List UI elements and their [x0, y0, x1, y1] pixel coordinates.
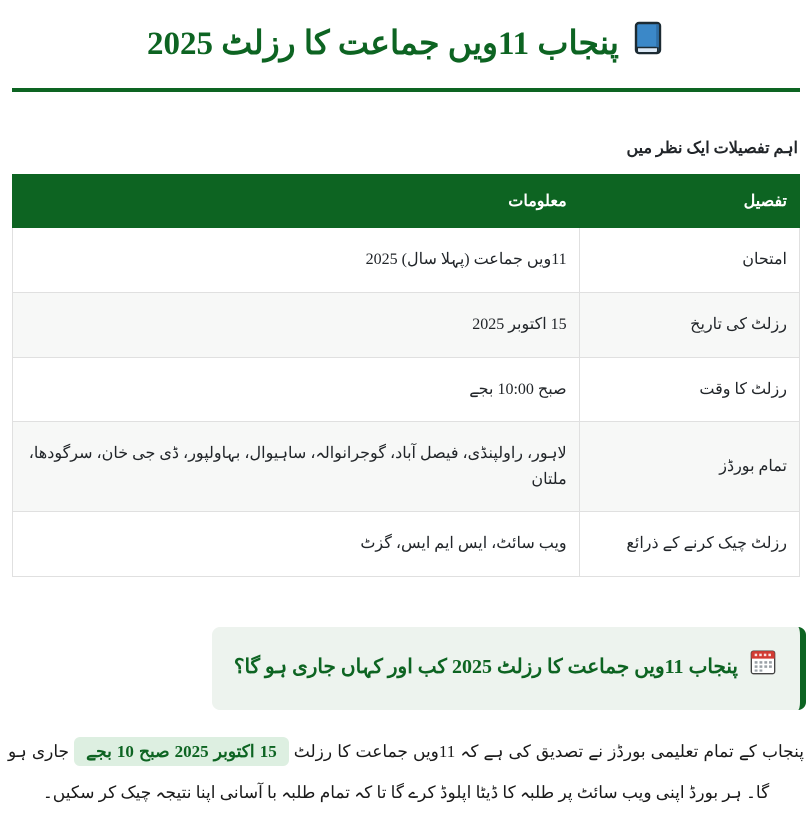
callout-heading-text: پنجاب 11ویں جماعت کا رزلٹ 2025 کب اور کہاں جاری ہو گا؟	[233, 656, 738, 679]
paragraph-text-before: پنجاب کے تمام تعلیمی بورڈز نے تصدیق کی ہے کہ 11ویں جماعت کا رزلٹ	[288, 742, 804, 762]
details-table-body	[13, 228, 800, 577]
article-page	[0, 16, 812, 814]
blue-book-icon	[629, 18, 665, 74]
detail-cell: امتحان	[579, 228, 799, 293]
details-table-head	[13, 175, 800, 228]
green-divider	[12, 88, 800, 92]
detail-cell: رزلٹ کا وقت	[579, 357, 799, 422]
calendar-icon	[748, 647, 778, 690]
table-row	[13, 357, 800, 422]
details-table	[12, 174, 800, 577]
info-cell: ویب سائٹ، ایس ایم ایس، گزٹ	[13, 512, 580, 577]
detail-cell: رزلٹ کی تاریخ	[579, 293, 799, 358]
info-cell: 11ویں جماعت (پہلا سال) 2025	[13, 228, 580, 293]
highlight-datetime: 15 اکتوبر 2025 صبح 10 بجے	[74, 737, 289, 766]
page-title-text: پنجاب 11ویں جماعت کا رزلٹ 2025	[147, 26, 619, 62]
paragraph-text-after: جاری ہو گا۔ ہر بورڈ اپنی ویب سائٹ پر طلبہ کا ڈیٹا اپلوڈ کرے گا تا کہ تمام طلبہ با آسانی اپنا نتیجہ چیک کر سکیں۔	[8, 742, 770, 802]
info-cell: لاہور، راولپنڈی، فیصل آباد، گوجرانوالہ، ساہیوال، بہاولپور، ڈی جی خان، سرگودھا، ملتان	[13, 422, 580, 512]
table-row	[13, 293, 800, 358]
table-header-row	[13, 175, 800, 228]
column-header-detail: تفصیل	[579, 175, 799, 228]
table-row	[13, 228, 800, 293]
body-paragraph	[8, 732, 804, 814]
table-row	[13, 422, 800, 512]
detail-cell: رزلٹ چیک کرنے کے ذرائع	[579, 512, 799, 577]
detail-cell: تمام بورڈز	[579, 422, 799, 512]
info-cell: صبح 10:00 بجے	[13, 357, 580, 422]
column-header-info: معلومات	[13, 175, 580, 228]
overview-heading: اہم تفصیلات ایک نظر میں	[626, 140, 798, 158]
callout-heading	[212, 627, 806, 710]
page-title	[0, 16, 812, 74]
table-row	[13, 512, 800, 577]
info-cell: 15 اکتوبر 2025	[13, 293, 580, 358]
